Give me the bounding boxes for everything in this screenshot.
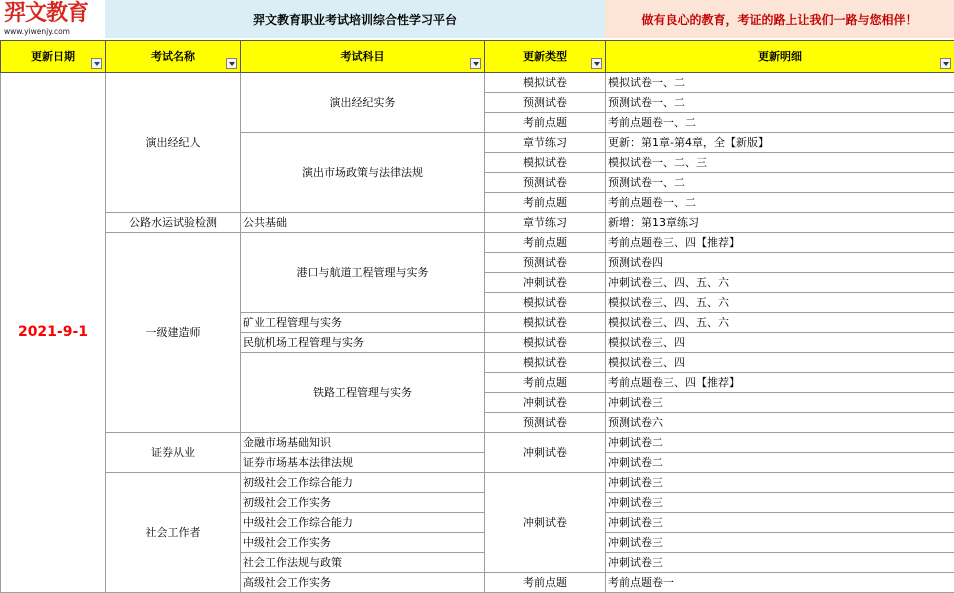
type-cell: 模拟试卷 bbox=[485, 333, 606, 353]
brand-logo bbox=[0, 0, 105, 38]
table-row bbox=[1, 473, 954, 493]
detail-cell: 预测试卷一、二 bbox=[606, 173, 954, 193]
type-cell: 冲刺试卷 bbox=[485, 433, 606, 473]
detail-cell: 预测试卷六 bbox=[606, 413, 954, 433]
subject-cell: 港口与航道工程管理与实务 bbox=[241, 233, 485, 313]
type-cell: 模拟试卷 bbox=[485, 73, 606, 93]
detail-cell: 冲刺试卷三 bbox=[606, 533, 954, 553]
subject-cell: 社会工作法规与政策 bbox=[241, 553, 485, 573]
header-row bbox=[1, 41, 954, 73]
subject-cell: 初级社会工作综合能力 bbox=[241, 473, 485, 493]
detail-cell: 冲刺试卷二 bbox=[606, 433, 954, 453]
type-cell: 模拟试卷 bbox=[485, 353, 606, 373]
type-cell: 冲刺试卷 bbox=[485, 393, 606, 413]
type-cell: 考前点题 bbox=[485, 113, 606, 133]
subject-cell: 矿业工程管理与实务 bbox=[241, 313, 485, 333]
subject-cell: 证券市场基本法律法规 bbox=[241, 453, 485, 473]
subject-cell: 民航机场工程管理与实务 bbox=[241, 333, 485, 353]
detail-cell: 冲刺试卷三 bbox=[606, 553, 954, 573]
column-header-type: 更新类型 bbox=[485, 41, 606, 73]
subject-cell: 中级社会工作实务 bbox=[241, 533, 485, 553]
detail-cell: 考前点题卷一、二 bbox=[606, 193, 954, 213]
detail-cell: 考前点题卷三、四【推荐】 bbox=[606, 373, 954, 393]
detail-cell: 新增：第13章练习 bbox=[606, 213, 954, 233]
slogan-banner: 做有良心的教育，考证的路上让我们一路与您相伴！ bbox=[605, 0, 954, 38]
detail-cell: 模拟试卷三、四 bbox=[606, 353, 954, 373]
table-row bbox=[1, 233, 954, 253]
subject-cell: 初级社会工作实务 bbox=[241, 493, 485, 513]
table-row bbox=[1, 213, 954, 233]
subject-cell: 中级社会工作综合能力 bbox=[241, 513, 485, 533]
type-cell: 考前点题 bbox=[485, 573, 606, 593]
type-cell: 冲刺试卷 bbox=[485, 473, 606, 573]
detail-cell: 模拟试卷一、二 bbox=[606, 73, 954, 93]
detail-cell: 冲刺试卷三、四、五、六 bbox=[606, 273, 954, 293]
detail-cell: 冲刺试卷三 bbox=[606, 513, 954, 533]
table-row bbox=[1, 73, 954, 93]
exam-name-cell: 一级建造师 bbox=[106, 233, 241, 433]
type-cell: 模拟试卷 bbox=[485, 313, 606, 333]
type-cell: 章节练习 bbox=[485, 133, 606, 153]
exam-name-cell: 演出经纪人 bbox=[106, 73, 241, 213]
update-date-cell: 2021-9-1 bbox=[1, 73, 106, 593]
detail-cell: 考前点题卷三、四【推荐】 bbox=[606, 233, 954, 253]
logo-text: 羿文教育 bbox=[4, 3, 88, 25]
table-row bbox=[1, 433, 954, 453]
subject-cell: 演出经纪实务 bbox=[241, 73, 485, 133]
exam-name-cell: 公路水运试验检测 bbox=[106, 213, 241, 233]
filter-dropdown-icon[interactable] bbox=[470, 58, 481, 69]
subject-cell: 铁路工程管理与实务 bbox=[241, 353, 485, 433]
column-header-date: 更新日期 bbox=[1, 41, 106, 73]
detail-cell: 模拟试卷三、四 bbox=[606, 333, 954, 353]
column-header-exam: 考试名称 bbox=[106, 41, 241, 73]
filter-dropdown-icon[interactable] bbox=[591, 58, 602, 69]
detail-cell: 预测试卷四 bbox=[606, 253, 954, 273]
exam-name-cell: 证券从业 bbox=[106, 433, 241, 473]
type-cell: 考前点题 bbox=[485, 373, 606, 393]
update-table bbox=[0, 40, 954, 593]
subject-cell: 演出市场政策与法律法规 bbox=[241, 133, 485, 213]
filter-dropdown-icon[interactable] bbox=[940, 58, 951, 69]
column-header-detail: 更新明细 bbox=[606, 41, 954, 73]
column-header-subject: 考试科目 bbox=[241, 41, 485, 73]
detail-cell: 更新：第1章-第4章，全【新版】 bbox=[606, 133, 954, 153]
type-cell: 预测试卷 bbox=[485, 413, 606, 433]
type-cell: 考前点题 bbox=[485, 233, 606, 253]
detail-cell: 冲刺试卷三 bbox=[606, 493, 954, 513]
filter-dropdown-icon[interactable] bbox=[226, 58, 237, 69]
subject-cell: 公共基础 bbox=[241, 213, 485, 233]
type-cell: 预测试卷 bbox=[485, 173, 606, 193]
exam-name-cell: 社会工作者 bbox=[106, 473, 241, 593]
type-cell: 冲刺试卷 bbox=[485, 273, 606, 293]
detail-cell: 考前点题卷一、二 bbox=[606, 113, 954, 133]
type-cell: 预测试卷 bbox=[485, 253, 606, 273]
subject-cell: 高级社会工作实务 bbox=[241, 573, 485, 593]
type-cell: 模拟试卷 bbox=[485, 293, 606, 313]
detail-cell: 预测试卷一、二 bbox=[606, 93, 954, 113]
page-title: 羿文教育职业考试培训综合性学习平台 bbox=[105, 0, 605, 38]
type-cell: 模拟试卷 bbox=[485, 153, 606, 173]
detail-cell: 模拟试卷一、二、三 bbox=[606, 153, 954, 173]
detail-cell: 冲刺试卷二 bbox=[606, 453, 954, 473]
filter-dropdown-icon[interactable] bbox=[91, 58, 102, 69]
logo-url: www.yiwenjy.com bbox=[4, 27, 70, 36]
subject-cell: 金融市场基础知识 bbox=[241, 433, 485, 453]
detail-cell: 冲刺试卷三 bbox=[606, 393, 954, 413]
detail-cell: 冲刺试卷三 bbox=[606, 473, 954, 493]
type-cell: 章节练习 bbox=[485, 213, 606, 233]
type-cell: 考前点题 bbox=[485, 193, 606, 213]
detail-cell: 考前点题卷一 bbox=[606, 573, 954, 593]
detail-cell: 模拟试卷三、四、五、六 bbox=[606, 293, 954, 313]
detail-cell: 模拟试卷三、四、五、六 bbox=[606, 313, 954, 333]
type-cell: 预测试卷 bbox=[485, 93, 606, 113]
